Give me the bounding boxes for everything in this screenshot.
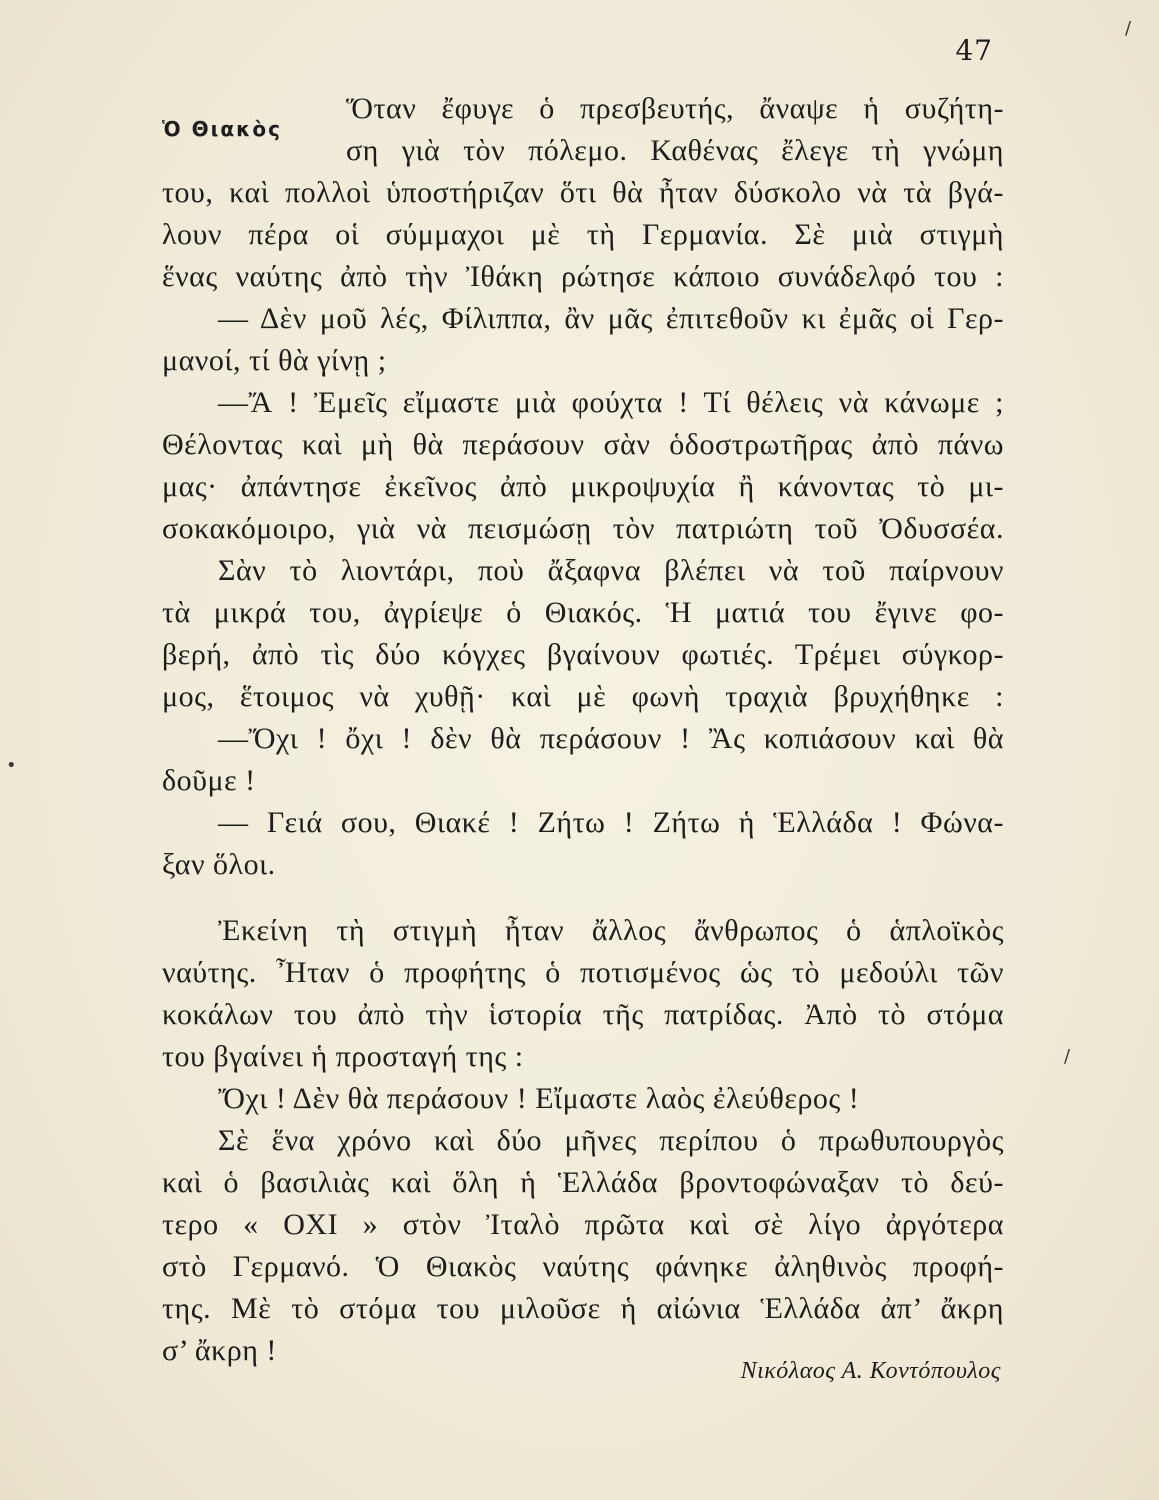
text-line: τερο « ΟΧΙ » στὸν Ἰταλὸ πρῶτα καὶ σὲ λίγο ἀργότερα (162, 1208, 1004, 1241)
paper-mark: / (1064, 1046, 1071, 1067)
text-line: του, καὶ πολλοὶ ὑποστήριζαν ὅτι θὰ ἦταν δύσκολο νὰ τὰ βγά- (162, 176, 1004, 209)
text-line: Ὄχι ! Δὲν θὰ περάσουν ! Εἴμαστε λαὸς ἐλεύθερος ! (218, 1082, 860, 1115)
text-line: καὶ ὁ βασιλιὰς καὶ ὅλη ἡ Ἑλλάδα βροντοφώναξαν τὸ δεύ- (162, 1166, 1004, 1199)
text-line: λουν πέρα οἱ σύμμαχοι μὲ τὴ Γερμανία. Σὲ μιὰ στιγμὴ (162, 218, 1004, 251)
text-line: Σὰν τὸ λιοντάρι, ποὺ ἄξαφνα βλέπει νὰ τοῦ παίρνουν (218, 554, 1004, 587)
author-signature: Νικόλαος Α. Κοντόπουλος (740, 1358, 1001, 1384)
text-line: Ἐκείνη τὴ στιγμὴ ἦταν ἄλλος ἄνθρωπος ὁ ἁπλοϊκὸς (218, 914, 1004, 947)
text-block-one (162, 88, 1004, 886)
text-line: Σὲ ἕνα χρόνο καὶ δύο μῆνες περίπου ὁ πρωθυπουργὸς (218, 1124, 1004, 1157)
text-line: ση γιὰ τὸν πόλεμο. Καθένας ἔλεγε τὴ γνώμη (346, 134, 1004, 167)
text-line: της. Μὲ τὸ στόμα του μιλοῦσε ἡ αἰώνια Ἑλλάδα ἀπ’ ἄκρη (162, 1292, 1004, 1325)
text-line: βερή, ἀπὸ τὶς δύο κόγχες βγαίνουν φωτιές. Τρέμει σύγκορ- (162, 638, 1004, 671)
text-line: —Ὄχι ! ὄχι ! δὲν θὰ περάσουν ! Ἂς κοπιάσουν καὶ θὰ (218, 722, 1004, 755)
text-line: μας· ἀπάντησε ἐκεῖνος ἀπὸ μικροψυχία ἢ κάνοντας τὸ μι- (162, 470, 1004, 503)
text-line: κοκάλων του ἀπὸ τὴν ἱστορία τῆς πατρίδας. Ἀπὸ τὸ στόμα (162, 998, 1004, 1031)
text-line: στὸ Γερμανό. Ὁ Θιακὸς ναύτης φάνηκε ἀληθινὸς προφή- (162, 1250, 1004, 1283)
text-line: μανοί, τί θὰ γίνῃ ; (162, 344, 387, 377)
text-line: δοῦμε ! (162, 764, 256, 797)
text-line: Ὅταν ἔφυγε ὁ πρεσβευτής, ἄναψε ἡ συζήτη- (346, 92, 1004, 125)
page-number: 47 (955, 34, 993, 67)
text-line: μος, ἕτοιμος νὰ χυθῇ· καὶ μὲ φωνὴ τραχιὰ βρυχήθηκε : (162, 680, 1004, 713)
text-line: ξαν ὅλοι. (162, 848, 276, 881)
text-line: σ’ ἄκρη ! (162, 1334, 277, 1367)
text-line: — Δὲν μοῦ λές, Φίλιππα, ἂν μᾶς ἐπιτεθοῦν κι ἐμᾶς οἱ Γερ- (218, 302, 1004, 335)
paper-mark: • (6, 755, 17, 776)
text-line: Θέλοντας καὶ μὴ θὰ περάσουν σὰν ὁδοστρωτῆρας ἀπὸ πάνω (162, 428, 1004, 461)
paper-mark: / (1125, 18, 1132, 39)
text-line: ναύτης. Ἦταν ὁ προφήτης ὁ ποτισμένος ὡς τὸ μεδούλι τῶν (162, 956, 1004, 989)
text-line: τὰ μικρά του, ἀγρίεψε ὁ Θιακός. Ἡ ματιά του ἔγινε φο- (162, 596, 1004, 629)
text-block-two (162, 910, 1004, 1372)
text-line: του βγαίνει ἡ προσταγή της : (162, 1040, 524, 1073)
side-heading: Ὁ Θιακὸς (162, 117, 282, 141)
text-line: ἕνας ναύτης ἀπὸ τὴν Ἰθάκη ρώτησε κάποιο συνάδελφό του : (162, 260, 1004, 293)
text-line: — Γειά σου, Θιακέ ! Ζήτω ! Ζήτω ἡ Ἑλλάδα ! Φώνα- (218, 806, 1004, 839)
text-line: —Ἄ ! Ἐμεῖς εἴμαστε μιὰ φούχτα ! Τί θέλεις νὰ κάνωμε ; (218, 386, 1004, 419)
text-line: σοκακόμοιρο, γιὰ νὰ πεισμώσῃ τὸν πατριώτη τοῦ Ὀδυσσέα. (162, 512, 1004, 545)
